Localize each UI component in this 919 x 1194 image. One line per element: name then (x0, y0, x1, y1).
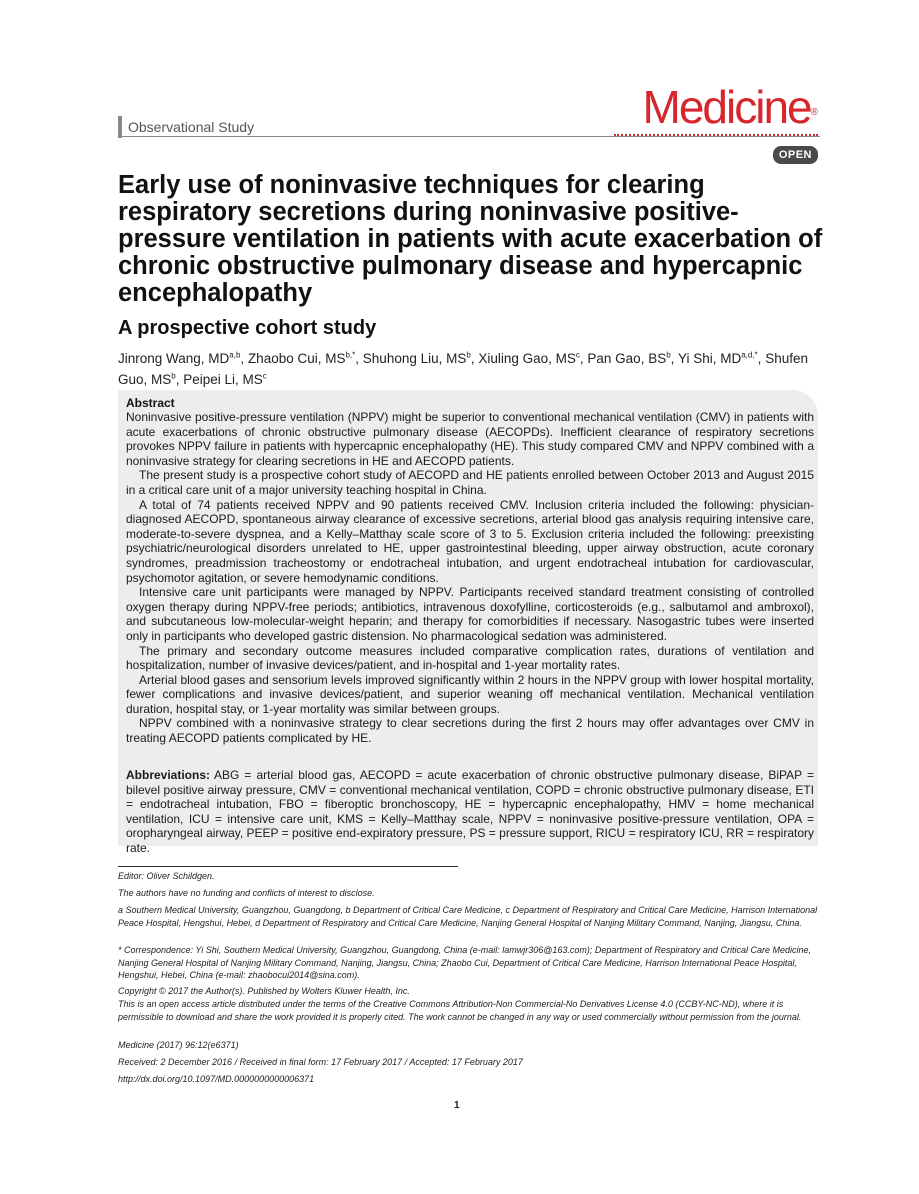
abstract-paragraph: Arterial blood gases and sensorium levels improved significantly within 2 hours in the NPPV group with lower hospital mortality, fewer complications and invasive devices/patient, and superior weaning off mechanical ventilation. Mechanical ventilation duration, hospital stay, or 1-year mortality was similar between groups. (126, 672, 814, 716)
affiliations-note: a Southern Medical University, Guangzhou, Guangdong, b Department of Critical Care Medicine, c Department of Respiratory and Critical Care Medicine, Harrison International Peace Hospital, Hengshui, Hebei, d Department of Respiratory and Critical Care Medicine, Nanjing General Hospital of Nanjing Military Command, Nanjing, Jiangsu, China. (118, 905, 818, 928)
abstract-paragraph: The present study is a prospective cohort study of AECOPD and HE patients enrolled between October 2013 and August 2015 in a critical care unit of a major university teaching hospital in China. (126, 468, 814, 497)
abstract-heading: Abstract (126, 396, 175, 410)
abstract-paragraph: NPPV combined with a noninvasive strategy to clear secretions during the first 2 hours may offer advantages over CMV in treating AECOPD patients complicated by HE. (126, 716, 814, 746)
doi-link[interactable]: http://dx.doi.org/10.1097/MD.0000000000006371 (118, 1074, 315, 1084)
author: Peipei Li, $MS^c$ (183, 371, 267, 387)
author: Xiuling Gao, $MS^c$, (478, 350, 588, 366)
author: Pan Gao, $BS^b$, (587, 350, 678, 366)
abbreviations (126, 768, 814, 855)
open-access-badge: OPEN (773, 146, 818, 164)
abstract-paragraph: The primary and secondary outcome measures included comparative complication rates, durations of ventilation and hospitalization, number of invasive devices/patient, and in-hospital and 1-year mortality rates. (126, 643, 814, 673)
page-number: 1 (454, 1100, 460, 1111)
funding-note: The authors have no funding and conflicts of interest to disclose. (118, 888, 375, 898)
author: Zhaobo Cui, $MS^{b,*}$, (247, 350, 363, 366)
abstract-paragraph: A total of 74 patients received NPPV and 90 patients received CMV. Inclusion criteria included the following: physician-diagnosed AECOPD, spontaneous airway clearance of excessive secretions, arterial blood gas analysis requiring intensive care, moderate-to-severe dyspnea, and a Kelly–Matthay scale score of 3 to 5. Exclusion criteria included the following: preexisting psychiatric/neurological disorders unrelated to HE, upper gastrointestinal bleeding, upper airway obstruction, acute coronary syndromes, preadmission tracheostomy or endotracheal intubation, and urgent endotracheal intubation for cardiovascular, psychomotor agitation, or severe hemodynamic conditions. (126, 497, 814, 585)
abstract-paragraph: Intensive care unit participants were managed by NPPV. Participants received standard treatment consisting of controlled oxygen therapy during NPPV-free periods; antibiotics, intravenous doxofylline, corticosteroids (e.g., salbutamol and ambroxol), and subcutaneous low-molecular-weight heparin; and therapy for comorbidities if necessary. Nasogastric tubes were inserted only in participants who developed gastric distension. No pharmacological sedation was administered. (126, 585, 814, 643)
author: Shuhong Liu, $MS^b$, (362, 350, 479, 366)
abstract-body (126, 410, 814, 746)
journal-logo[interactable] (643, 83, 818, 131)
section-label: Observational Study (118, 116, 254, 138)
article-subtitle: A prospective cohort study (118, 317, 377, 339)
editor-note: Editor: Oliver Schildgen. (118, 871, 215, 881)
abbreviations-label: Abbreviations: (126, 768, 211, 782)
author: Yi Shi, $MD^{a,d,*}$, (677, 350, 766, 366)
copyright-note: Copyright © 2017 the Author(s). Published by Wolters Kluwer Health, Inc. (118, 986, 410, 996)
header-divider (118, 136, 820, 137)
license-note: This is an open access article distributed under the terms of the Creative Commons Attribution-Non Commercial-No Derivatives License 4.0 (CCBY-NC-ND), where it is permissible to download and share the work provided it is properly cited. The work cannot be changed in any way or used commercially without permission from the journal. (118, 999, 802, 1022)
received-dates: Received: 2 December 2016 / Received in final form: 17 February 2017 / Accepted: 17 February 2017 (118, 1057, 523, 1067)
citation-note: Medicine (2017) 96:12(e6371) (118, 1040, 239, 1050)
abstract-paragraph: Noninvasive positive-pressure ventilation (NPPV) might be superior to conventional mechanical ventilation (CMV) in patients with acute exacerbations of chronic obstructive pulmonary disease (AECOPDs). Inefficient clearance of respiratory secretions provokes NPPV failure in patients with hypercapnic encephalopathy (HE). This study compared CMV and NPPV combined with a noninvasive strategy for clearing secretions in HE and AECOPD patients. (126, 410, 814, 468)
registered-mark: ® (810, 107, 818, 118)
author-list (118, 346, 818, 389)
abbreviations-text: ABG = arterial blood gas, AECOPD = acute exacerbation of chronic obstructive pulmonary disease, BiPAP = bilevel positive airway pressure, CMV = conventional mechanical ventilation, COPD = chronic obstructive pulmonary disease, ETI = endotracheal intubation, FBO = fiberoptic bronchoscopy, HE = hypercapnic encephalopathy, HMV = home mechanical ventilation, ICU = intensive care unit, KMS = Kelly–Matthay scale, NPPV = noninvasive positive-pressure ventilation, OPA = oropharyngeal airway, PEEP = positive end-expiratory pressure, PS = pressure support, RICU = respiratory ICU, RR = respiratory rate. (126, 768, 814, 855)
author: Shufen Guo, $MS^b$, (118, 350, 808, 387)
footnote-divider (118, 866, 458, 867)
journal-name: Medicine (642, 81, 811, 133)
author: Jinrong Wang, MD$^{a,b}$, (118, 350, 248, 366)
logo-dotted-underline (614, 134, 818, 136)
correspondence-note: * Correspondence: Yi Shi, Southern Medical University, Guangzhou, Guangdong, China (e-mail: lamwjr306@163.com); Department of Respiratory and Critical Care Medicine, Nanjing General Hospital of Nanjing Military Command, Nanjing, Jiangsu, China; Zhaobo Cui, Department of Critical Care Medicine, Harrison International Peace Hospital, Hengshui, Hebei, China (e-mail: zhaobocui2014@sina.com). (118, 945, 811, 981)
article-title: Early use of noninvasive techniques for clearing respiratory secretions during noninvasive positive-pressure ventilation in patients with acute exacerbation of chronic obstructive pulmonary disease and hypercapnic encephalopathy (118, 171, 823, 307)
